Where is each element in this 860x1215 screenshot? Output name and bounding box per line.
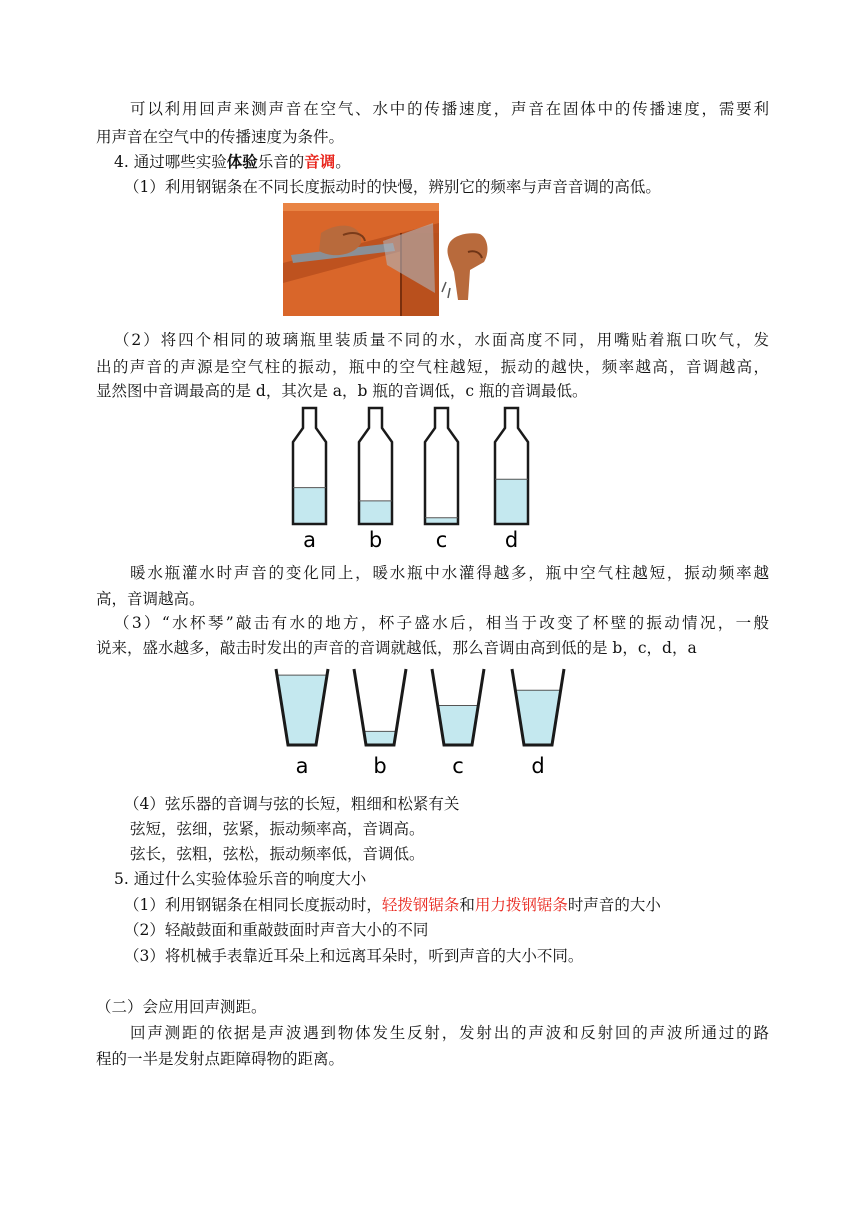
heading-4-suffix: 。: [335, 153, 351, 171]
item-5-1: [124, 894, 661, 916]
bottle-water: [293, 488, 326, 524]
bottle-water: [359, 501, 392, 524]
item-4-2-line1: （2）将四个相同的玻璃瓶里装质量不同的水，水面高度不同，用嘴贴着瓶口吹气，发: [114, 331, 769, 349]
bottle-a: [293, 408, 326, 552]
item-4-4-line1: （4）弦乐器的音调与弦的长短，粗细和松紧有关: [124, 795, 460, 813]
item-5-3: （3）将机械手表靠近耳朵上和远离耳朵时，听到声音的大小不同。: [124, 947, 584, 965]
item-5-1-mid: 和: [459, 896, 475, 914]
item-5-1-suffix: 时声音的大小: [567, 896, 661, 914]
heading-4-prefix: 4. 通过哪些实验: [114, 153, 227, 171]
heading-5: 5. 通过什么实验体验乐音的响度大小: [114, 870, 367, 888]
item-4-2-line2: 出的声音的声源是空气柱的振动，瓶中的空气柱越短，振动的越快，频率越高，音调越高，: [96, 358, 769, 376]
cup-c: [432, 669, 484, 778]
section-2-line1: 回声测距的依据是声波遇到物体发生反射，发射出的声波和反射回的声波所通过的路: [130, 1024, 769, 1042]
cup-water: [364, 731, 396, 745]
item-4-3-line2: 说来，盛水越多，敲击时发出的声音的音调就越低，那么音调由高到低的是 b，c，d，a: [96, 639, 697, 657]
cup-water: [277, 675, 327, 745]
cup-label: a: [295, 754, 309, 778]
finger-icon: [440, 212, 492, 304]
item-5-1-red2: 用力拨钢锯条: [474, 896, 568, 914]
item-5-2: （2）轻敲鼓面和重敲鼓面时声音大小的不同: [124, 921, 429, 939]
bottle-outline: [425, 408, 458, 524]
saw-blade-photo: [283, 203, 439, 316]
cup-a: [276, 669, 328, 778]
bottle-b: [359, 408, 392, 552]
item-4-3-line1: （3）“水杯琴”敲击有水的地方，杯子盛水后，相当于改变了杯壁的振动情况，一般: [114, 614, 769, 632]
item-4-2-line3: 显然图中音调最高的是 d，其次是 a，b 瓶的音调低，c 瓶的音调最低。: [96, 382, 588, 400]
item-4-4-line3: 弦长，弦粗，弦松，振动频率低，音调低。: [130, 845, 425, 863]
paragraph-thermos-line2: 高，音调越高。: [96, 590, 205, 608]
paragraph-thermos-line1: 暖水瓶灌水时声音的变化同上，暖水瓶中水灌得越多，瓶中空气柱越短，振动频率越: [130, 564, 769, 582]
bottle-label: a: [303, 528, 316, 552]
heading-4: [114, 151, 351, 173]
item-4-4-line2: 弦短，弦细，弦紧，振动频率高，音调高。: [130, 820, 425, 838]
bottle-label: b: [368, 528, 383, 552]
heading-4-bold: 体验: [226, 152, 258, 171]
item-4-1: （1）利用钢锯条在不同长度振动时的快慢，辨别它的频率与声音音调的高低。: [124, 178, 661, 196]
bottle-d: [495, 408, 528, 552]
cup-label: c: [452, 754, 464, 778]
paragraph-echo-line2: 用声音在空气中的传播速度为条件。: [96, 128, 345, 146]
cup-label: b: [373, 754, 387, 778]
paragraph-echo-line1: 可以利用回声来测声音在空气、水中的传播速度，声音在固体中的传播速度，需要利: [130, 100, 769, 118]
cup-label: d: [531, 754, 545, 778]
section-2-title: （二）会应用回声测距。: [96, 998, 267, 1016]
cup-d: [512, 669, 564, 778]
item-5-1-red1: 轻拨钢锯条: [381, 896, 460, 914]
bottle-c: [425, 408, 458, 552]
bottle-water: [495, 479, 528, 524]
heading-4-mid: 乐音的: [257, 153, 305, 171]
bottle-label: c: [435, 528, 448, 552]
bottles-figure: [283, 404, 543, 552]
bottle-label: d: [504, 528, 519, 552]
section-2-line2: 程的一半是发射点距障碍物的距离。: [96, 1050, 345, 1068]
cup-b: [354, 669, 406, 778]
item-5-1-prefix: （1）利用钢锯条在相同长度振动时，: [124, 896, 382, 914]
heading-4-red: 音调: [304, 152, 336, 171]
cups-figure: [272, 663, 572, 778]
